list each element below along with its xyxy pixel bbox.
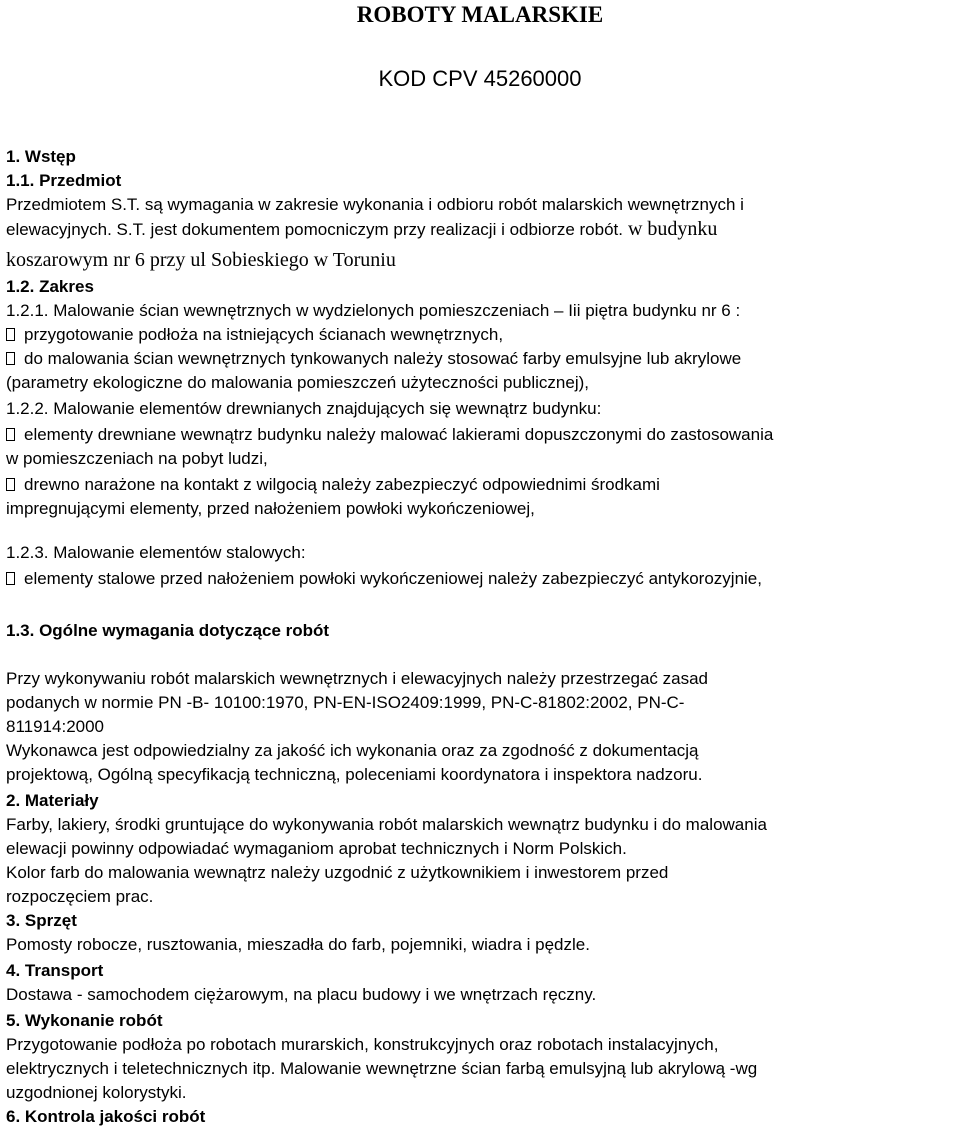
paragraph-line: 1.2.1. Malowanie ścian wewnętrznych w wydzielonych pomieszczeniach – Iii piętra budynku nr 6 :: [6, 301, 741, 320]
bullet-text: przygotowanie podłoża na istniejących ścianach wewnętrznych,: [24, 325, 504, 344]
paragraph-line: Przedmiotem S.T. są wymagania w zakresie wykonania i odbioru robót malarskich wewnętrznych i: [6, 195, 744, 214]
paragraph-line: (parametry ekologiczne do malowania pomieszczeń użyteczności publicznej),: [6, 373, 589, 392]
bullet-item: [6, 424, 773, 446]
paragraph-line: Wykonawca jest odpowiedzialny za jakość ich wykonania oraz za zgodność z dokumentacją: [6, 741, 699, 760]
paragraph-line: w pomieszczeniach na pobyt ludzi,: [6, 449, 268, 468]
section-heading: 3. Sprzęt: [6, 911, 77, 930]
paragraph-line: Farby, lakiery, środki gruntujące do wykonywania robót malarskich wewnątrz budynku i do malowania: [6, 815, 767, 834]
paragraph-line: impregnującymi elementy, przed nałożeniem powłoki wykończeniowej,: [6, 499, 535, 518]
paragraph-text: elewacyjnych. S.T. jest dokumentem pomocniczym przy realizacji i odbiorze robót.: [6, 220, 623, 239]
paragraph-line: podanych w normie PN -B- 10100:1970, PN-EN-ISO2409:1999, PN-C-81802:2002, PN-C-: [6, 693, 685, 712]
bullet-box-icon: [6, 572, 15, 585]
subsection-heading: 1.2. Zakres: [6, 277, 94, 296]
subsection-heading: 1.3. Ogólne wymagania dotyczące robót: [6, 621, 330, 640]
document-title: ROBOTY MALARSKIE: [356, 2, 604, 27]
bullet-box-icon: [6, 478, 15, 491]
paragraph-line: Przy wykonywaniu robót malarskich wewnętrznych i elewacyjnych należy przestrzegać zasad: [6, 669, 709, 688]
paragraph-text-serif: w budynku: [622, 218, 718, 240]
bullet-box-icon: [6, 428, 15, 441]
paragraph-line: [6, 218, 717, 241]
paragraph-line: Dostawa - samochodem ciężarowym, na placu budowy i we wnętrzach ręczny.: [6, 985, 597, 1004]
section-heading: 5. Wykonanie robót: [6, 1011, 163, 1030]
bullet-box-icon: [6, 352, 15, 365]
section-heading: 4. Transport: [6, 961, 104, 980]
subsection-heading: 1.1. Przedmiot: [6, 171, 122, 190]
cpv-code: KOD CPV 45260000: [378, 66, 582, 91]
bullet-text: drewno narażone na kontakt z wilgocią należy zabezpieczyć odpowiednimi środkami: [24, 475, 660, 494]
paragraph-line: elewacji powinny odpowiadać wymaganiom aprobat technicznych i Norm Polskich.: [6, 839, 627, 858]
paragraph-line: rozpoczęciem prac.: [6, 887, 154, 906]
bullet-item: [6, 348, 741, 370]
paragraph-line: 1.2.3. Malowanie elementów stalowych:: [6, 543, 306, 562]
paragraph-line: Przygotowanie podłoża po robotach murarskich, konstrukcyjnych oraz robotach instalacyjnych,: [6, 1035, 719, 1054]
bullet-item: [6, 324, 503, 346]
paragraph-line: elektrycznych i teletechnicznych itp. Malowanie wewnętrzne ścian farbą emulsyjną lub akrylową -wg: [6, 1059, 758, 1078]
paragraph-line: koszarowym nr 6 przy ul Sobieskiego w Toruniu: [6, 249, 396, 271]
section-heading: 6. Kontrola jakości robót: [6, 1107, 206, 1126]
bullet-item: [6, 568, 762, 590]
paragraph-line: 1.2.2. Malowanie elementów drewnianych znajdujących się wewnątrz budynku:: [6, 399, 602, 418]
paragraph-line: 811914:2000: [6, 717, 105, 736]
paragraph-line: Kolor farb do malowania wewnątrz należy uzgodnić z użytkownikiem i inwestorem przed: [6, 863, 669, 882]
bullet-text: elementy stalowe przed nałożeniem powłoki wykończeniowej należy zabezpieczyć antykorozyjnie,: [24, 569, 762, 588]
bullet-text: do malowania ścian wewnętrznych tynkowanych należy stosować farby emulsyjne lub akrylowe: [24, 349, 742, 368]
bullet-box-icon: [6, 328, 15, 341]
paragraph-line: Pomosty robocze, rusztowania, mieszadła do farb, pojemniki, wiadra i pędzle.: [6, 935, 590, 954]
section-heading: 2. Materiały: [6, 791, 99, 810]
bullet-item: [6, 474, 660, 496]
section-heading: 1. Wstęp: [6, 147, 76, 166]
paragraph-line: projektową, Ogólną specyfikacją techniczną, poleceniami koordynatora i inspektora nadzoru.: [6, 765, 703, 784]
bullet-text: elementy drewniane wewnątrz budynku należy malować lakierami dopuszczonymi do zastosowania: [24, 425, 774, 444]
paragraph-line: uzgodnionej kolorystyki.: [6, 1083, 187, 1102]
